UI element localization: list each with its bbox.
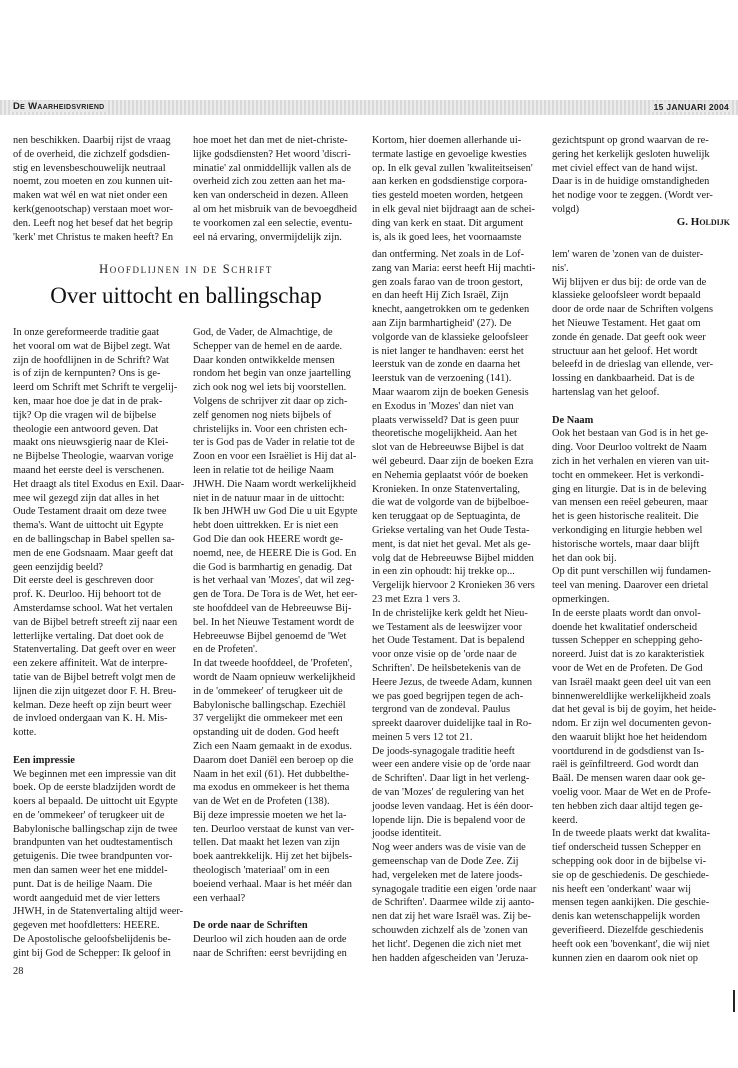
text-line: knecht, aangetrokken om te gedenken (372, 304, 530, 316)
article-title: Over uittocht en ballingschap (50, 283, 322, 308)
section-heading: De Naam (552, 414, 594, 426)
text-line: Maar waarom zijn de boeken Genesis (372, 386, 529, 398)
text-line: tatie van de Bijbel betreft volgt men de (13, 671, 176, 683)
text-line: mensen tegen aankijken. Die geschie- (552, 897, 710, 909)
article-column-3 (372, 248, 550, 965)
text-line: boeiend verhaal. Maar is het méér dan (193, 878, 352, 890)
text-line: wordt aangeduid met de vier letters (13, 892, 160, 904)
text-line: Griekse vertaling van het Oude Testa- (372, 524, 530, 536)
text-line: en dan heeft Hij Zich Israël, Zijn (372, 290, 509, 302)
text-line: lem' waren de 'zonen van de duister- (552, 249, 704, 260)
text-line: al om het misbruik van de bevoegdheid (193, 203, 357, 215)
text-line: noreerd. Juist dat is zo karakteristiek (552, 649, 705, 661)
text-line: Hebreeuwse Bijbel genoemd de 'Wet (193, 630, 347, 642)
text-line: tergrond van de zondeval. Paulus (372, 704, 511, 716)
text-line: ken teruggaat op de Septuaginta, de (372, 511, 521, 523)
text-line: eel ná ervaring, onvermijdelijk zijn. (193, 231, 342, 243)
text-line: Wij blijven er dus bij: de orde van de (552, 276, 707, 288)
text-line: en Exodus in 'Mozes' dan niet van (372, 400, 514, 412)
text-line: Zoon en voor een Israëliet is Hij dat al- (193, 451, 357, 463)
text-line: is, als ik goed lees, het voornaamste (372, 231, 522, 243)
text-line: De joods-synagogale traditie heeft (372, 745, 515, 757)
blank-line (193, 905, 371, 919)
text-line: den waaruit blijkt hoe het heidendom (552, 731, 707, 743)
text-line: we pas goed begrijpen tegen de ach- (372, 690, 524, 702)
previous-article-column-2 (193, 134, 371, 244)
text-line: theologie een antwoord geven. Dat (13, 423, 159, 435)
text-line: God, de Vader, de Almachtige, de (193, 327, 333, 338)
text-line: 'kerk' met Christus te maken heeft? En (13, 231, 174, 243)
text-line: tijk? Op die vragen wil de bijbelse (13, 409, 157, 421)
text-line: nis'. (552, 262, 569, 274)
text-line: Daar konden ontwikkelde mensen (193, 354, 335, 366)
text-line: tief onderscheid tussen Schepper en (552, 842, 701, 854)
text-line: gezichtspunt op grond waarvan de re- (552, 135, 709, 146)
text-line: gemeenschap van de Dode Zee. Zij (372, 856, 519, 868)
text-line: ding. Voor Deurloo voltrekt de Naam (552, 442, 707, 454)
text-line: heeft ook een 'bovenkant', die wij niet (552, 938, 710, 950)
text-line: Naam in het exil (61). Het dubbelthe- (193, 768, 350, 780)
text-line: JHWH. Die Naam wordt werkelijkheid (193, 478, 357, 490)
text-line: verkondiging en liturgie hebben wel (552, 524, 703, 536)
text-line: mee wil gezegd zijn dat alles in het (13, 492, 160, 504)
text-line: aan kerken en godsdienstige corpora- (372, 176, 528, 188)
text-line: JHWH, in de Statenvertaling altijd weer- (13, 906, 184, 918)
text-line: en de ballingschap in Babel spellen sa- (13, 533, 175, 545)
text-line: is het verhaal van 'Mozes', dat wil zeg- (193, 575, 355, 587)
text-line: ter is God pas de Vader in relatie tot de (193, 437, 355, 449)
text-line: ken van onderscheid in dezen. Alleen (193, 190, 349, 202)
text-line: schouwden zichzelf als de 'zonen van (372, 925, 528, 937)
text-line: Vergelijk hiervoor 2 Kronieken 36 vers (372, 580, 535, 592)
text-line: boek. Op de eerste bladzijden wordt de (13, 782, 176, 794)
previous-article-column-3 (372, 134, 550, 244)
text-line: een verhaal? (193, 892, 246, 904)
text-line: sie op de geschiedenis. De geschiede- (552, 869, 709, 881)
text-line: noemt, zou moeten en zou kunnen uit- (13, 176, 173, 188)
text-line: Zich een Naam gemaakt in de exodus. (193, 740, 352, 752)
text-line: In de tweede plaats werkt dat kwalita- (552, 828, 711, 840)
blank-line (552, 400, 730, 414)
text-line: zonde én genade. Dat geeft ook weer (552, 331, 706, 343)
text-line: het licht'. Degenen die zich niet met (372, 938, 522, 950)
text-line: van de Bijbel betreft streeft zij naar een (13, 616, 178, 628)
text-line: schepping ook door in de bijbelse vi- (552, 856, 707, 868)
text-line: in een zin ophoudt: hij trekke op... (372, 566, 515, 578)
blank-line (13, 740, 191, 754)
text-line: ten. Deurloo verstaat de kunst van ver- (193, 823, 355, 835)
text-line: Oude Testament draait om deze twee (13, 506, 167, 518)
text-line: Baäl. De mensen waren daar ook ge- (552, 773, 706, 785)
text-line: christelijks in. Voor een christen ech- (193, 423, 348, 435)
text-line: ken, maar hoe doe je dat in de prak- (13, 395, 163, 407)
text-line: voor de Wet en de Profeten. De God (552, 662, 703, 674)
text-line: klassieke geloofsleer wordt bepaald (552, 290, 701, 302)
text-line: weer een andere visie op de 'orde naar (372, 759, 531, 771)
text-line: Kortom, hier doemen allerhande ui- (372, 135, 522, 146)
text-line: 23 met Ezra 1 vers 3. (372, 593, 461, 605)
text-line: met civiel effect van de hand wijst. (552, 162, 698, 174)
text-line: de Schriften'. Daar ligt in het verleng- (372, 773, 530, 785)
text-line: van Israël maakt geen deel uit van een (552, 676, 711, 688)
text-line: ment, is dat niet het geval. Met als ge- (372, 538, 531, 550)
text-line: den. Leeft nog het besef dat het begrip (13, 217, 173, 229)
text-line: Bij deze impressie moeten we het la- (193, 809, 347, 821)
text-line: thema's. Want de uittocht uit Egypte (13, 520, 164, 532)
text-line: Heere Jezus, de tweede Adam, kunnen (372, 676, 533, 688)
text-line: theologisch 'materiaal' om in een (193, 865, 330, 877)
text-line: plaats verwisseld? Dat is geen puur (372, 414, 519, 426)
text-line: Amsterdamse school. Wat het vertalen (13, 602, 173, 614)
text-line: stig en levensbeschouwelijk neutraal (13, 162, 166, 174)
masthead: De Waarheidsvriend (10, 101, 108, 112)
text-line: Het draagt als titel Exodus en Exil. Daar- (13, 478, 185, 490)
text-line: getuigenis. Die twee brandpunten vor- (13, 851, 173, 863)
text-line: gering het kerkelijk gesloten huwelijk (552, 148, 710, 160)
text-line: binnenwereldlijke werkelijkheid zoals (552, 690, 711, 702)
text-line: opstanding uit de doden. God heeft (193, 727, 340, 739)
text-line: structuur aan het geloof. Het wordt (552, 345, 698, 357)
text-line: een zekere affiniteit. Wat de interpre- (13, 658, 168, 670)
text-line: Dit eerste deel is geschreven door (13, 575, 154, 587)
text-line: overheid zich zou zetten aan het ma- (193, 176, 346, 188)
text-line: historische wortels, maar daar blijft (552, 538, 700, 550)
text-line: en de 'ommekeer' of terugkeer uit de (13, 809, 165, 821)
text-line: Volgens de schrijver zit daar op zich- (193, 395, 348, 407)
text-line: het vooral om wat de Bijbel zegt. Wat (13, 340, 171, 352)
text-line: noemd, nee, de HEERE Die is God. En (193, 547, 357, 559)
text-line: de Schriften'. Daarmee wilde zij aanto- (372, 897, 535, 909)
text-line: wél gebeurd. Daar zijn de boeken Ezra (372, 455, 534, 467)
text-line: niet in de natuur maar in de uittocht: (193, 492, 345, 504)
article-column-2 (193, 326, 371, 961)
text-line: meinen 5 vers 12 tot 21. (372, 731, 473, 743)
text-line: volg dat de Hebreeuwse Bijbel midden (372, 552, 534, 564)
text-line: lijnen die zijn uitgezet door F. H. Breu- (13, 685, 177, 697)
text-line: hebt doen uittrekken. Er is niet een (193, 520, 339, 532)
text-line: letterlijke vertaling. Dat doet ook de (13, 630, 164, 642)
text-line: Schepper van de hemel en de aarde. (193, 340, 343, 352)
text-line: koers al bepaald. De uittocht uit Egypte (13, 796, 178, 808)
text-line: In de christelijke kerk geldt het Nieu- (372, 607, 528, 619)
text-line: in elk geval niet bijdraagt aan de schei- (372, 203, 536, 215)
text-line: tocht en ommekeer. Het is verkondi- (552, 469, 704, 481)
text-line: maakt ons nieuwsgierig naar de Klei- (13, 437, 169, 449)
text-line: de van 'Mozes' de regulering van het (372, 787, 525, 799)
text-line: nen dat zij het ware Israël was. Zij be- (372, 911, 531, 923)
scan-edge-mark (733, 990, 735, 1012)
text-line: lossing en dankbaarheid. Dat is de (552, 373, 695, 385)
text-line: is niet langer te handhaven: eerst het (372, 345, 524, 357)
text-line: leen in relatie tot de heilige Naam (193, 464, 334, 476)
text-line: keerd. (552, 814, 578, 826)
text-line: of de overheid, die zichzelf godsdien- (13, 148, 170, 160)
text-line: ties gesteld moeten worden, hetgeen (372, 190, 523, 202)
text-line: die wat de volgorde van de bijbelboe- (372, 497, 529, 509)
text-line: ne Bijbelse Theologie, waarvan vorige (13, 451, 174, 463)
text-line: in de 'ommekeer' of terugkeer uit de (193, 685, 343, 697)
text-line: theoretische mogelijkheid. Aan het (372, 428, 517, 440)
text-line: De Apostolische geloofsbelijdenis be- (13, 934, 171, 946)
text-line: Deurloo wil zich houden aan de orde (193, 934, 347, 946)
text-line: het nodige voor te zeggen. (Wordt ver- (552, 190, 713, 202)
text-line: voortdurend in de godsdienst van Is- (552, 745, 705, 757)
text-line: de invloed ondergaan van K. H. Mis- (13, 713, 168, 725)
text-line: zang van Maria: eerst heeft Hij machti- (372, 262, 536, 274)
text-line: 37 vergelijkt die ommekeer met een (193, 713, 343, 725)
text-line: prof. K. Deurloo. Hij behoort tot de (13, 589, 162, 601)
text-line: lijke godsdiensten? Het woord 'discri- (193, 148, 351, 160)
section-heading: De orde naar de Schriften (193, 920, 308, 932)
text-line: joodse identiteit. (372, 828, 442, 840)
text-line: opmerkingen. (552, 593, 610, 605)
text-line: hartenslag van het geloof. (552, 386, 660, 398)
text-line: raël is geïnfiltreerd. God wordt dan (552, 759, 699, 771)
text-line: tellen. Dat maakt het lezen van zijn (193, 837, 340, 849)
text-line: hoe moet het dan met de niet-christe- (193, 135, 348, 146)
text-line: Schriften'. De heilsbetekenis van de (372, 662, 521, 674)
text-line: bel. In het Nieuwe Testament wordt de (193, 616, 354, 628)
text-line: kerk(genootschap) verstaan moet wor- (13, 203, 173, 215)
text-line: wordt de Naam opnieuw werkelijkheid (193, 671, 356, 683)
text-line: dat het geval is bij de goyim, het heide- (552, 704, 717, 716)
text-line: naar de Schriften: eerst bevrijding en (193, 947, 347, 959)
text-line: aan Zijn barmhartigheid' (27). De (372, 317, 512, 329)
text-line: ndom. Er zijn wel documenten gevon- (552, 718, 712, 730)
text-line: Daarom doet Daniël een beroep op die (193, 754, 354, 766)
text-line: zich ook nog wel iets bij voorstellen. (193, 382, 347, 394)
section-heading: Een impressie (13, 754, 75, 766)
text-line: ten hebben zich daar altijd tegen ge- (552, 800, 703, 812)
text-line: kelman. Deze heeft op zijn beurt weer (13, 699, 172, 711)
text-line: leerstuk van de zonde en daarna het (372, 359, 521, 371)
text-line: gen de Tora. De Tora is de Wet, het eer- (193, 589, 358, 601)
text-line: is of zijn de kernpunten? Ons is ge- (13, 368, 161, 380)
text-line: Babylonische ballingschap. Ezechiël (193, 699, 346, 711)
text-line: volgorde van de klassieke geloofsleer (372, 331, 529, 343)
text-line: nen beschikken. Daarbij rijst de vraag (13, 135, 171, 146)
text-line: spreekt daarover duidelijke taal in Ro- (372, 718, 532, 730)
text-line: volgd) (552, 203, 580, 215)
text-line: Ook het bestaan van God is in het ge- (552, 428, 709, 440)
text-line: hen hadden afgescheiden van 'Jeruza- (372, 952, 529, 964)
text-line: van mensen een reëel gebeuren, maar (552, 497, 708, 509)
text-line: Nog weer anders was de visie van de (372, 842, 526, 854)
text-line: had, vergeleken met de latere joods- (372, 869, 523, 881)
text-line: Daar is in de huidige omstandigheden (552, 176, 710, 188)
text-line: kotte. (13, 727, 37, 739)
text-line: op. In elk geval zullen 'kwaliteitseisen' (372, 162, 533, 174)
text-line: brandpunten van het oudtestamentisch (13, 837, 173, 849)
previous-article-column-1 (13, 134, 191, 244)
issue-date: 15 JANUARI 2004 (651, 102, 732, 112)
text-line: God Die dan ook HEERE wordt ge- (193, 533, 344, 545)
text-line: men dan samen weer het ene middel- (13, 865, 168, 877)
text-line: het Oude Testament. Dat is bepalend (372, 635, 525, 647)
text-line: voelig voor. Maar de Wet en de Profe- (552, 787, 711, 799)
text-line: ste hoofddeel van de Hebreeuwse Bij- (193, 602, 352, 614)
text-line: het is geen historische realiteit. Die (552, 511, 699, 523)
text-line: maken wat wél en wat niet onder een (13, 190, 168, 202)
text-line: lopende lijn. Die is bepalend voor de (372, 814, 526, 826)
running-header (0, 100, 738, 115)
text-line: In onze gereformeerde traditie gaat (13, 327, 159, 338)
text-line: dan ontferming. Net zoals in de Lof- (372, 249, 525, 260)
text-line: doende het kwalitatief onderscheid (552, 621, 698, 633)
text-line: denis kan wetenschappelijk worden (552, 911, 701, 923)
text-line: geen eenzijdig beeld? (13, 561, 104, 573)
page-number: 28 (13, 966, 24, 977)
text-line: het Nieuwe Testament. Het gaat om (552, 317, 701, 329)
text-line: en de Profeten'. (193, 644, 258, 656)
text-line: van de Wet en de Profeten (138). (193, 796, 330, 808)
text-line: kunnen zien en daarom ook niet op (552, 952, 699, 964)
text-line: het dan ook bij. (552, 552, 617, 564)
text-line: door de orde naar de Schriften volgens (552, 304, 713, 316)
text-line: boek aantrekkelijk. Hij zet het bijbels- (193, 851, 353, 863)
text-line: In de eerste plaats wordt dan onvol- (552, 607, 701, 619)
text-line: Statenvertaling. Dat geeft over en weer (13, 644, 176, 656)
text-line: joodse leven vandaag. Het is één door- (372, 800, 534, 812)
text-line: Babylonische ballingschap zijn de twee (13, 823, 178, 835)
text-line: termate lastige en gevoelige kwesties (372, 148, 527, 160)
text-line: teel van mening. Daarover een drietal (552, 580, 709, 592)
text-line: gegeven met hoofdletters: HEERE. (13, 920, 160, 932)
text-line: gint bij God de Schepper: Ik geloof in (13, 947, 171, 959)
text-line: zijn de hoofdlijnen in de Schrift? Wat (13, 354, 169, 366)
text-line: maand het eerste deel is verschenen. (13, 464, 165, 476)
text-line: synagogale traditie een eigen 'orde naar (372, 883, 537, 895)
text-line: Kronieken. In onze Statenvertaling, (372, 483, 521, 495)
text-line: geverifieerd. Diezelfde geschiedenis (552, 925, 704, 937)
text-line: tussen Schepper en schepping geho- (552, 635, 703, 647)
text-line: ging en liturgie. Dat is in de beleving (552, 483, 707, 495)
text-line: In dat tweede hoofddeel, de 'Profeten', (193, 658, 353, 670)
text-line: ding van kerk en staat. Dit argument (372, 217, 524, 229)
text-line: en Nehemia geplaatst vóór de boeken (372, 469, 529, 481)
text-line: We beginnen met een impressie van dit (13, 768, 177, 780)
text-line: leerd om Schrift met Schrift te vergelij- (13, 382, 178, 394)
text-line: minatie' zal onmiddellijk vallen als de (193, 162, 351, 174)
author-signature: G. Holdijk (676, 216, 730, 228)
text-line: die God is barmhartig en genadig. Dat (193, 561, 352, 573)
text-line: rondom het begin van onze jaartelling (193, 368, 351, 380)
article-column-4 (552, 248, 730, 965)
text-line: Ik ben JHWH uw God Die u uit Egypte (193, 506, 358, 518)
text-line: punt. Dat is de heilige Naam. Die (13, 878, 153, 890)
article-column-1 (13, 326, 191, 961)
text-line: nis heeft een 'onderkant' waar wij (552, 883, 692, 895)
text-line: we Testament als de leeswijzer voor (372, 621, 522, 633)
article-kicker: Hoofdlijnen in de Schrift (99, 262, 273, 276)
text-line: Op dit punt verschillen wij fundamen- (552, 566, 712, 578)
text-line: gen zoals farao van de troon gestort, (372, 276, 523, 288)
text-line: men de ene Godsnaam. Maar geeft dat (13, 547, 174, 559)
text-line: slot van de Hebreeuwse Bijbel is dat (372, 442, 524, 454)
text-line: zelf genomen nog niets bijbels of (193, 409, 332, 421)
text-line: beleefd in de drieslag van ellende, ver- (552, 359, 714, 371)
text-line: zich in het verhalen en vieren van uit- (552, 455, 710, 467)
text-line: leerstuk van de verzoening (141). (372, 373, 512, 385)
text-line: ma exodus en ommekeer is het thema (193, 782, 350, 794)
text-line: voor onze visie op de 'orde naar de (372, 649, 517, 661)
text-line: te voorkomen zal een selectie, eventu- (193, 217, 353, 229)
